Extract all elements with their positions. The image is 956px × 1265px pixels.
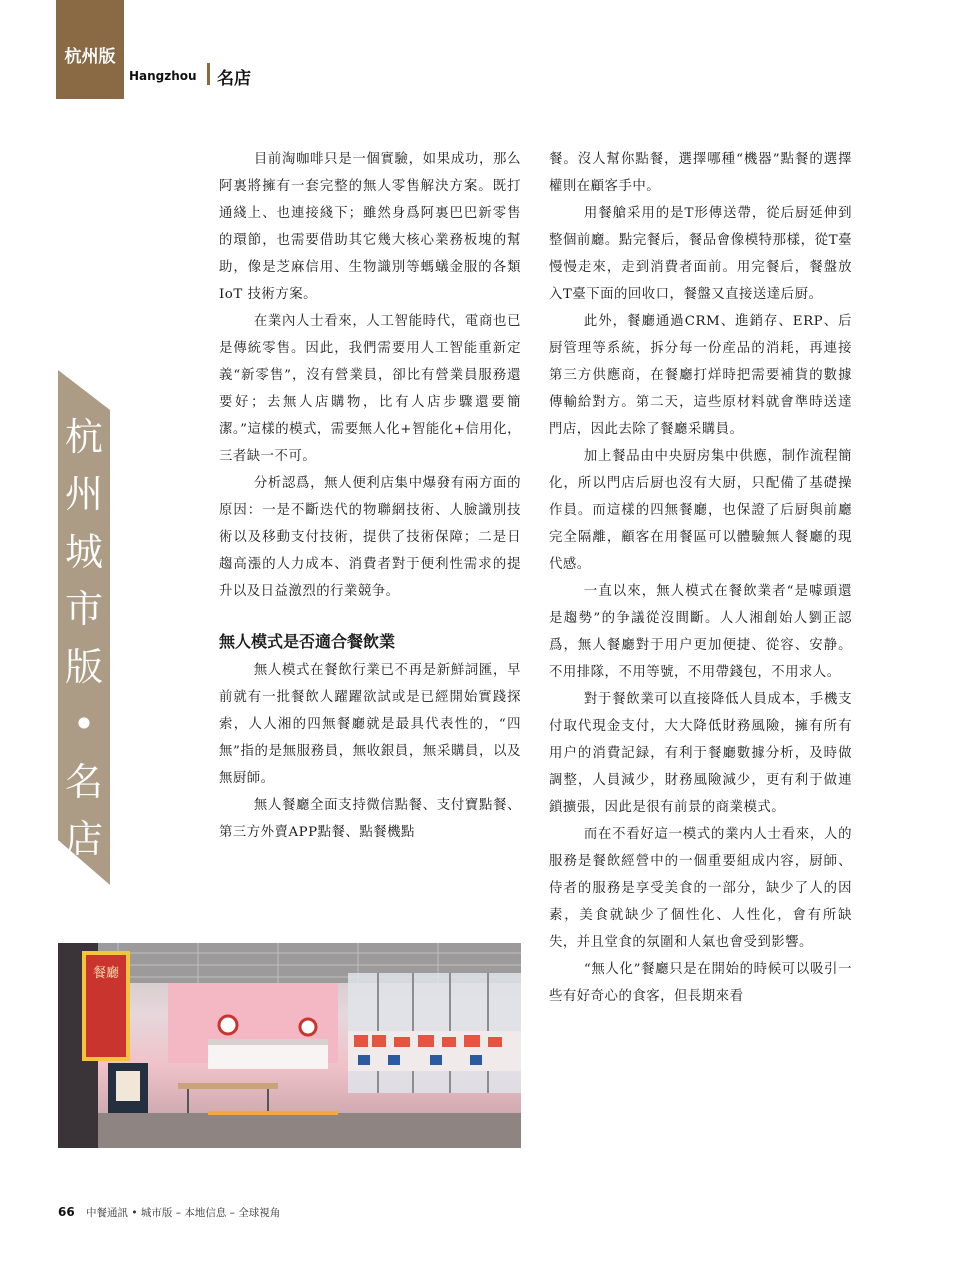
header-divider [207, 63, 210, 85]
paragraph: 對于餐飲業可以直接降低人員成本，手機支付取代現金支付，大大降低財務風險，擁有所有用户的消費記録，有利于餐廳數據分析，及時做調整，人員減少，財務風險減少，更有利于做連鎖擴張，因此是很有前景的商業模式。 [549, 692, 852, 815]
page-footer [58, 1205, 280, 1220]
side-banner-text [58, 415, 110, 861]
paragraph: 一直以來，無人模式在餐飲業者“是噱頭還是趨勢”的争議從沒間斷。人人湘創始人劉正認爲，無人餐廳對于用户更加便捷、從容、安静。不用排隊，不用等號，不用帶錢包，不用求人。 [549, 584, 852, 680]
paragraph: 目前淘咖啡只是一個實驗，如果成功，那么阿裏將擁有一套完整的無人零售解決方案。既打通綫上、也連接綫下；雖然身爲阿裏巴巴新零售的環節，也需要借助其它幾大核心業務板塊的幫助，像是芝麻信用、生物識別等螞蟻金服的各類 IoT 技術方案。 [219, 152, 521, 302]
paragraph: 用餐艙采用的是T形傳送帶，從后厨延伸到整個前廳。點完餐后，餐品會像模特那樣，從T臺慢慢走來，走到消費者面前。用完餐后，餐盤放入T臺下面的回收口，餐盤又直接送達后厨。 [549, 206, 852, 302]
article-right-column [549, 146, 852, 1010]
signage-text: 餐廳 [92, 966, 120, 981]
side-char: 杭 [64, 415, 103, 459]
paragraph: 無人餐廳全面支持微信點餐、支付寶點餐、第三方外賣APP點餐、點餐機點 [219, 798, 521, 840]
paragraph-continuation: 餐。沒人幫你點餐，選擇哪種“機器”點餐的選擇權則在顧客手中。 [549, 152, 852, 194]
paragraph: 此外，餐廳通過CRM、進銷存、ERP、后厨管理等系統，拆分每一份産品的消耗，再連接第三方供應商，在餐廳打烊時把需要補貨的數據傳輸給對方。第二天，這些原材料就會準時送達門店，因此去除了餐廳采購員。 [549, 314, 852, 437]
side-char: 城 [64, 529, 103, 574]
paragraph: “無人化”餐廳只是在開始的時候可以吸引一些有好奇心的食客，但長期來看 [549, 962, 852, 1004]
restaurant-photo-illustration [58, 943, 521, 1148]
article-left-column [219, 146, 521, 846]
side-char: • [72, 702, 96, 747]
side-char: 名 [64, 759, 103, 804]
side-char: 店 [64, 816, 103, 861]
paragraph: 在業內人士看來，人工智能時代，電商也已是傳統零售。因此，我們需要用人工智能重新定義“新零售”，沒有營業員，卻比有營業員服務還要好；去無人店購物，比有人店步驟還要簡潔。”這樣的模式，需要無人化+智能化+信用化，三者缺一不可。 [219, 314, 521, 464]
section-title: 名店 [217, 69, 251, 89]
paragraph: 而在不看好這一模式的業内人士看來，人的服務是餐飲經營中的一個重要組成内容，厨師、侍者的服務是享受美食的一部分，缺少了人的因素，美食就缺少了個性化、人性化，會有所缺失，并且堂食的氛圍和人氣也會受到影響。 [549, 827, 852, 950]
side-char: 州 [64, 472, 103, 517]
side-char: 版 [64, 644, 103, 689]
paragraph: 加上餐品由中央厨房集中供應，制作流程簡化，所以門店后厨也沒有大厨，只配備了基礎操作員。而這樣的四無餐廳，也保證了后厨與前廳完全隔離，顧客在用餐區可以體驗無人餐廳的現代感。 [549, 449, 852, 572]
subheading: 無人模式是否適合餐飲業 [219, 632, 396, 651]
paragraph: 無人模式在餐飲行業已不再是新鮮詞匯，早前就有一批餐飲人躍躍欲試或是已經開始實踐探索，人人湘的四無餐廳就是最具代表性的，“四無”指的是無服務員，無收銀員，無采購員，以及無厨師。 [219, 663, 521, 786]
city-label: Hangzhou [129, 69, 197, 83]
side-char: 市 [64, 587, 103, 632]
page-number: 66 [58, 1205, 75, 1219]
publication-name: 中餐通訊 • 城市版 – 本地信息 – 全球視角 [86, 1207, 281, 1219]
edition-tag: 杭州版 [64, 47, 116, 67]
restaurant-photo [58, 943, 521, 1148]
paragraph: 分析認爲，無人便利店集中爆發有兩方面的原因：一是不斷迭代的物聯網技術、人臉識別技術以及移動支付技術，提供了技術保障；二是日趨高漲的人力成本、消費者對于便利性需求的提升以及日益激烈的行業競争。 [219, 476, 521, 599]
